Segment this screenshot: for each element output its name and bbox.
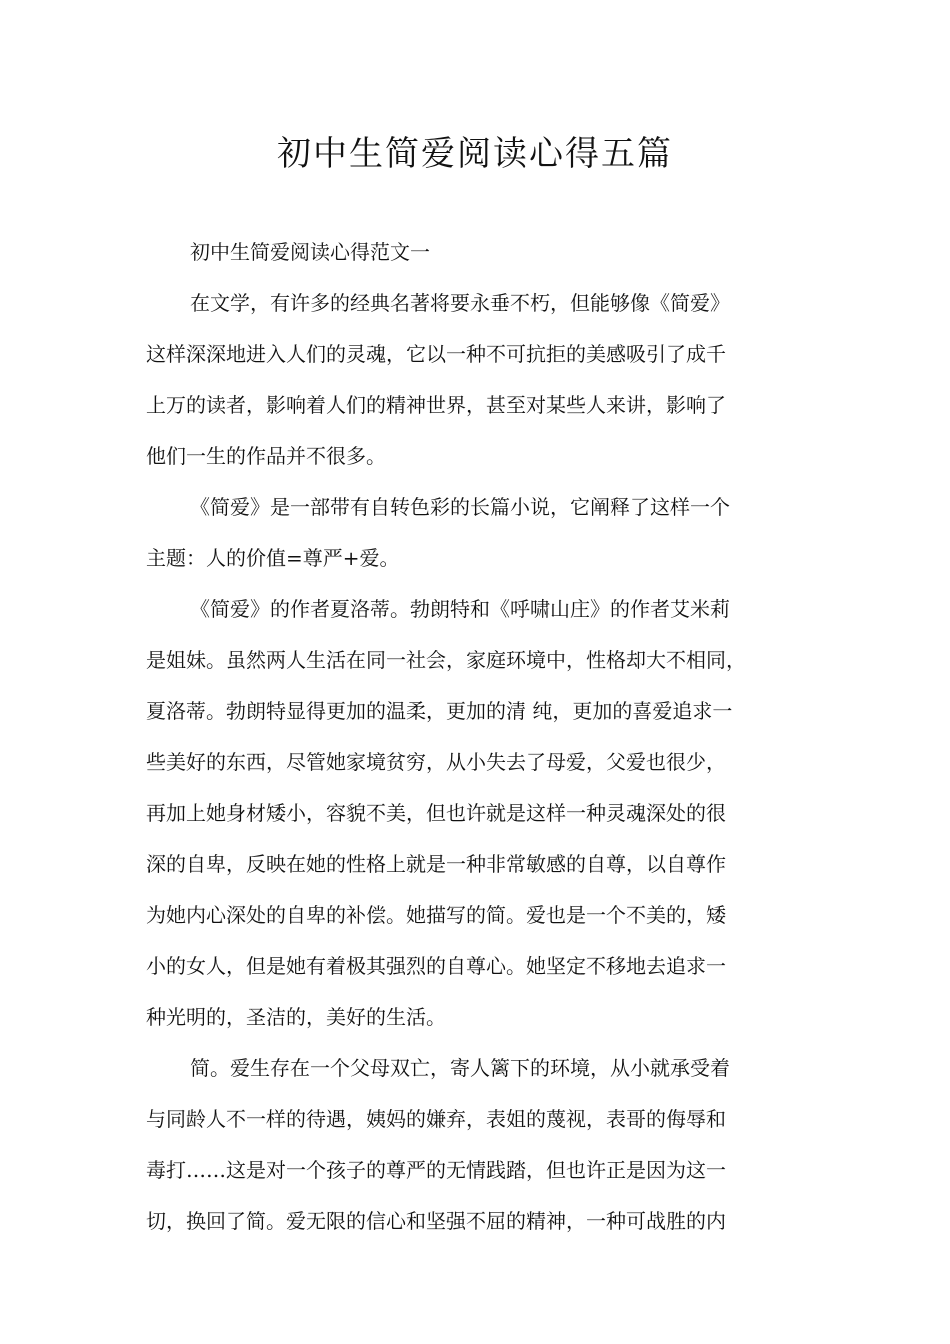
paragraph-line: 切，换回了简。爱无限的信心和坚强不屈的精神，一种可战胜的内 [146,1209,726,1233]
document-body [146,227,822,1247]
paragraph-line: 这样深深地进入人们的灵魂，它以一种不可抗拒的美感吸引了成千 [146,342,726,366]
paragraph-line: 简。爱生存在一个父母双亡，寄人篱下的环境，从小就承受着 [190,1056,730,1080]
section-heading: 初中生简爱阅读心得范文一 [190,240,430,264]
paragraph-line: 《简爱》是一部带有自转色彩的长篇小说，它阐释了这样一个 [190,495,730,519]
paragraph-line: 《简爱》的作者夏洛蒂。勃朗特和《呼啸山庄》的作者艾米莉 [190,597,730,621]
paragraph-line: 夏洛蒂。勃朗特显得更加的温柔，更加的清 纯，更加的喜爱追求一 [146,699,733,723]
paragraph-line: 为她内心深处的自卑的补偿。她描写的简。爱也是一个不美的，矮 [146,903,726,927]
document-title: 初中生简爱阅读心得五篇 [277,134,673,174]
paragraph-line: 深的自卑，反映在她的性格上就是一种非常敏感的自尊，以自尊作 [146,852,726,876]
paragraph-line: 与同龄人不一样的待遇，姨妈的嫌弃，表姐的蔑视，表哥的侮辱和 [146,1107,726,1131]
paragraph-line: 上万的读者，影响着人们的精神世界，甚至对某些人来讲，影响了 [146,393,726,417]
paragraph-line: 种光明的，圣洁的，美好的生活。 [146,1005,446,1029]
paragraph-line: 再加上她身材矮小，容貌不美，但也许就是这样一种灵魂深处的很 [146,801,726,825]
paragraph-line: 他们一生的作品并不很多。 [146,444,386,468]
paragraph-line: 毒打……这是对一个孩子的尊严的无情践踏，但也许正是因为这一 [146,1158,726,1182]
paragraph-line: 小的女人，但是她有着极其强烈的自尊心。她坚定不移地去追求一 [146,954,726,978]
paragraph-line: 些美好的东西，尽管她家境贫穷，从小失去了母爱，父爱也很少， [146,750,726,774]
paragraph-line: 是姐妹。虽然两人生活在同一社会，家庭环境中，性格却大不相同， [146,648,746,672]
paragraph-line: 在文学，有许多的经典名著将要永垂不朽，但能够像《简爱》 [190,291,730,315]
paragraph-line: 主题：人的价值=尊严+爱。 [146,546,400,570]
